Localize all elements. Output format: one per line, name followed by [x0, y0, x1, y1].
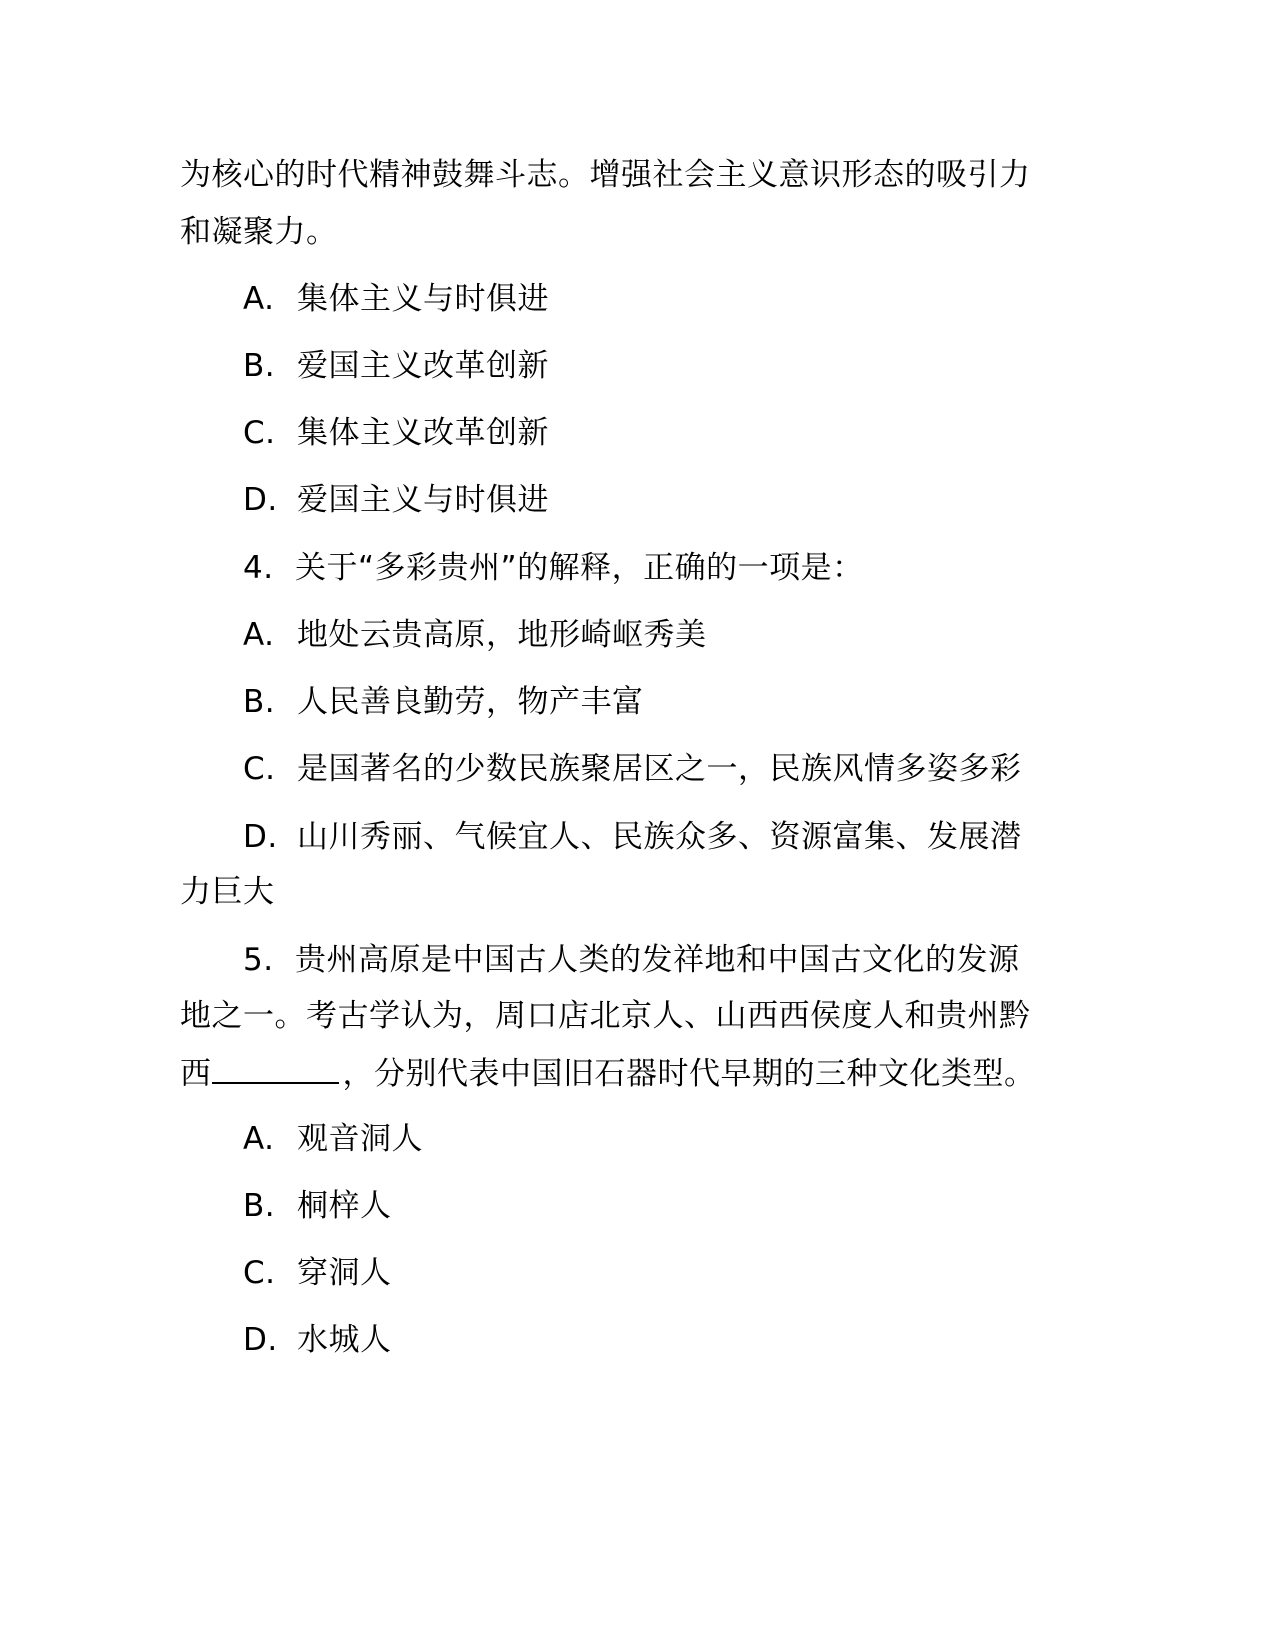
option-label: C.: [243, 751, 276, 787]
q5-option-a: [243, 1119, 423, 1159]
question-text: 贵州高原是中国古人类的发祥地和中国古文化的发源: [295, 942, 1020, 978]
option-text: 穿洞人: [297, 1255, 392, 1291]
option-label: A.: [243, 617, 275, 653]
option-text: 人民善良勤劳，物产丰富: [297, 684, 644, 720]
option-label: B.: [243, 684, 276, 720]
option-text: 集体主义与时俱进: [297, 281, 549, 317]
option-label: D.: [243, 1322, 278, 1358]
option-text: 观音洞人: [297, 1121, 423, 1157]
option-label: C.: [243, 415, 276, 451]
q5-stem-line-1: [243, 940, 1020, 980]
option-label: A.: [243, 1121, 275, 1157]
q3-option-d: [243, 480, 549, 520]
option-text: 爱国主义改革创新: [297, 348, 549, 384]
option-text: 地处云贵高原，地形崎岖秀美: [297, 617, 707, 653]
option-label: B.: [243, 1188, 276, 1224]
q5-option-c: [243, 1253, 392, 1293]
question-text: ，分别代表中国旧石器时代早期的三种文化类型。: [342, 1056, 1036, 1092]
question-number: 5.: [243, 942, 274, 978]
option-label: C.: [243, 1255, 276, 1291]
option-text: 是国著名的少数民族聚居区之一，民族风情多姿多彩: [297, 751, 1022, 787]
option-text: 集体主义改革创新: [297, 415, 549, 451]
q3-option-a: [243, 279, 549, 319]
q3-option-b: [243, 346, 549, 386]
option-text: 山川秀丽、气候宜人、民族众多、资源富集、发展潜: [297, 819, 1022, 855]
q5-option-d: [243, 1320, 392, 1360]
q4-option-b: [243, 682, 644, 722]
answer-blank: [212, 1052, 339, 1084]
q4-option-a: [243, 615, 707, 655]
option-label: B.: [243, 348, 276, 384]
option-text: 桐梓人: [297, 1188, 392, 1224]
q3-option-c: [243, 413, 549, 453]
option-text: 水城人: [297, 1322, 392, 1358]
option-text: 爱国主义与时俱进: [297, 482, 549, 518]
option-label: D.: [243, 482, 278, 518]
question-number: 4.: [243, 550, 274, 586]
continuation-line-1: 为核心的时代精神鼓舞斗志。增强社会主义意识形态的吸引力: [180, 157, 1031, 193]
q5-stem-line-2: 地之一。考古学认为，周口店北京人、山西西侯度人和贵州黔: [180, 998, 1031, 1034]
q5-option-b: [243, 1186, 392, 1226]
q4-stem: [243, 548, 864, 588]
question-text: 西: [180, 1056, 212, 1092]
continuation-line-2: 和凝聚力。: [180, 214, 338, 250]
q4-option-c: [243, 749, 1022, 789]
q4-option-d-continuation: 力巨大: [180, 874, 275, 910]
q4-option-d: [243, 817, 1022, 857]
question-text: 关于“多彩贵州”的解释，正确的一项是：: [295, 550, 864, 586]
option-label: A.: [243, 281, 275, 317]
q5-stem-line-3: [180, 1052, 1036, 1094]
option-label: D.: [243, 819, 278, 855]
